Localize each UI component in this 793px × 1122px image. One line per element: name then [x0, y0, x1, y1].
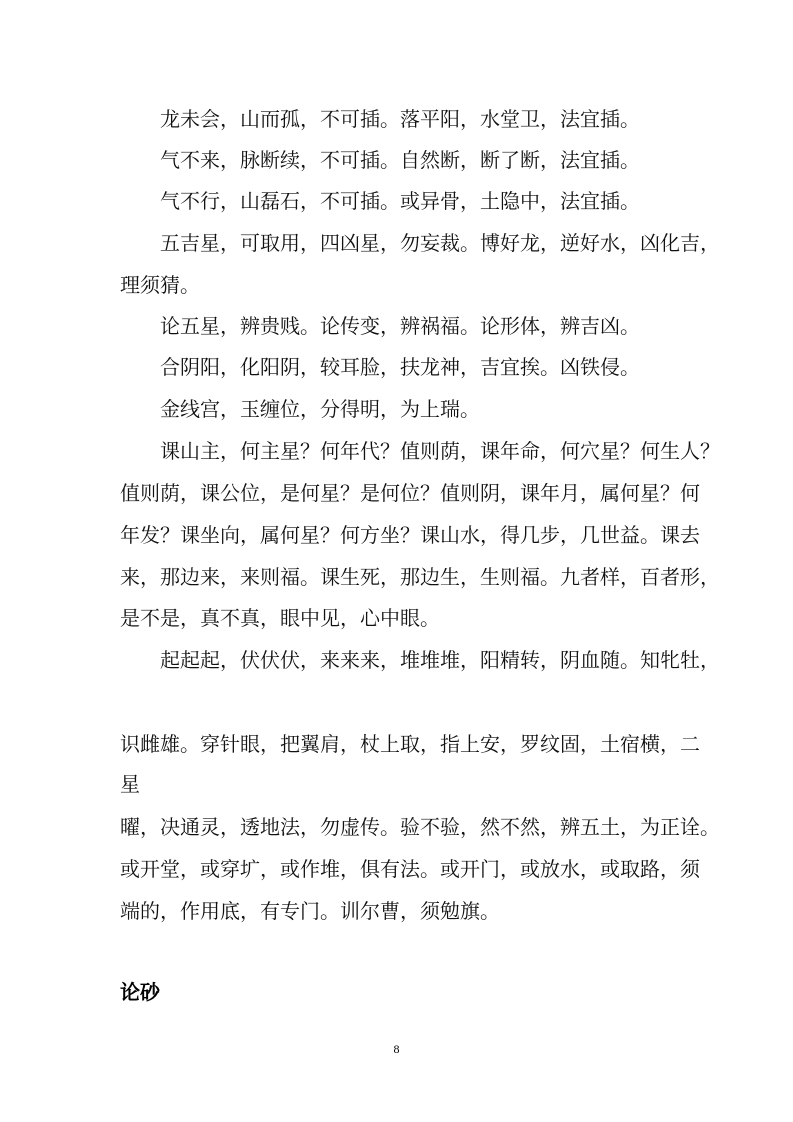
text-line: 年发？课坐向，属何星？何方坐？课山水，得几步，几世益。课去 — [120, 523, 700, 547]
text-line: 龙未会，山而孤，不可插。落平阳，水堂卫，法宜插。 — [160, 107, 640, 131]
text-line: 合阴阳，化阳阴，较耳脸，扶龙神，吉宜挨。凶铁侵。 — [160, 355, 640, 379]
text-line: 值则荫，课公位，是何星？是何位？值则阴，课年月，属何星？何 — [120, 481, 700, 505]
text-line: 论五星，辨贵贱。论传变，辨祸福。论形体，辨吉凶。 — [160, 314, 640, 338]
text-line: 课山主，何主星？何年代？值则荫，课年命，何穴星？何生人？ — [160, 439, 720, 463]
text-line: 端的，作用底，有专门。训尔曹，须勉旗。 — [120, 899, 500, 923]
text-line: 金线宫，玉缠位，分得明，为上瑞。 — [160, 397, 480, 421]
text-line: 五吉星，可取用，四凶星，勿妄裁。博好龙，逆好水，凶化吉， — [160, 231, 720, 255]
text-line: 是不是，真不真，眼中见，心中眼。 — [120, 606, 440, 630]
text-line: 理须猜。 — [120, 273, 200, 297]
text-line: 气不行，山磊石，不可插。或异骨，土隐中，法宜插。 — [160, 189, 640, 213]
page-number: 8 — [393, 1042, 400, 1056]
section-heading: 论砂 — [120, 980, 160, 1004]
text-line: 气不来，脉断续，不可插。自然断，断了断，法宜插。 — [160, 148, 640, 172]
text-line: 或开堂，或穿圹，或作堆，俱有法。或开门，或放水，或取路，须 — [120, 857, 700, 881]
text-line: 识雌雄。穿针眼，把翼肩，杖上取，指上安，罗纹固，土宿横，二 — [120, 732, 700, 756]
text-line: 星 — [120, 772, 140, 796]
text-line: 起起起，伏伏伏，来来来，堆堆堆，阳精转，阴血随。知牝牡， — [160, 648, 720, 672]
text-line: 曜，决通灵，透地法，勿虚传。验不验，然不然，辨五土，为正诠。 — [120, 815, 720, 839]
text-line: 来，那边来，来则福。课生死，那边生，生则福。九者样，百者形， — [120, 565, 720, 589]
